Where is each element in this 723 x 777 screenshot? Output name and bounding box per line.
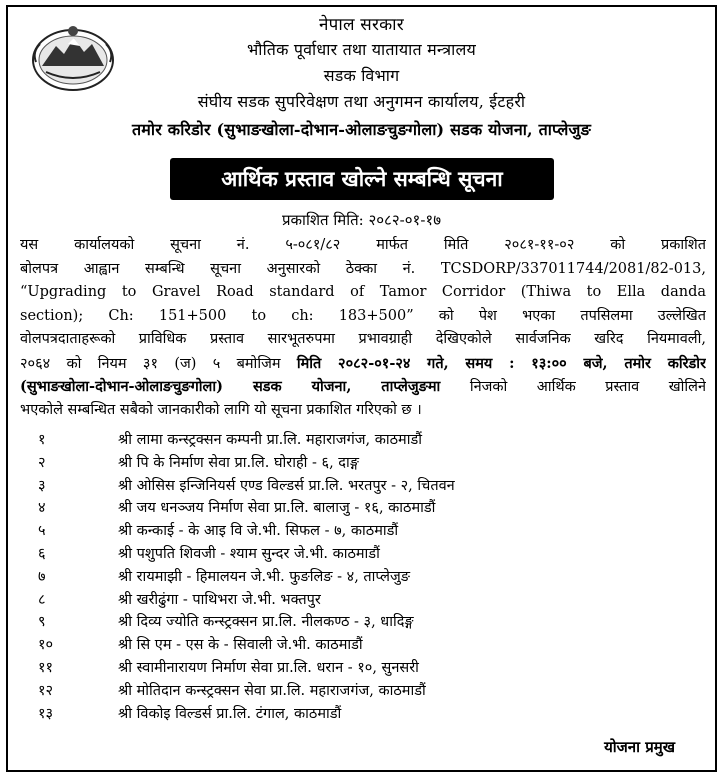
body-line: “Upgrading to Gravel Road standard of Tamor Corridor (Thiwa to Ella danda xyxy=(20,284,706,300)
bidder-name: श्री सि एम - एस के - सिवाली जे.भी. काठमाडौं xyxy=(118,637,363,654)
bidder-number: १० xyxy=(38,637,54,654)
bidder-name: श्री लामा कन्स्ट्रक्सन कम्पनी प्रा.लि. महाराजगंज, काठमाडौं xyxy=(118,432,422,448)
bidder-number: ४ xyxy=(38,500,46,517)
bidder-row xyxy=(20,634,700,657)
bidder-number: २ xyxy=(38,454,46,471)
bidder-number: ९ xyxy=(38,614,46,631)
bidder-row xyxy=(20,589,700,612)
bidder-number: १ xyxy=(38,432,46,448)
bidder-row xyxy=(20,429,700,452)
body-text: २०६४ को नियम ३१ (ज) ५ बमोजिम xyxy=(20,355,297,372)
bidder-name: श्री पि के निर्माण सेवा प्रा.लि. घोराही - ६, दाङ्ग xyxy=(118,454,359,471)
bidder-number: ११ xyxy=(38,659,54,676)
bidder-name: श्री विकोइ विल्डर्स प्रा.लि. टंगाल, काठमाडौं xyxy=(118,705,342,722)
body-line: यस कार्यालयको सूचना नं. ५-०८१/८२ मार्फत मिति २०८१-११-०२ को प्रकाशित xyxy=(20,237,706,253)
bidder-number: १३ xyxy=(38,705,54,722)
bidder-row xyxy=(20,520,700,543)
project-heading: तमोर करिडोर (सुभाङखोला-दोभान-ओलाङचुङगोला) सडक योजना, ताप्लेजुङ xyxy=(131,120,591,139)
body-line: बोलपत्र आह्वान सम्बन्धि सूचना अनुसारको ठेक्का नं. TCSDORP/337011744/2081/82-013, xyxy=(20,260,706,277)
bidder-row xyxy=(20,452,700,475)
bidder-name: श्री ओसिस इन्जिनियर्स एण्ड विल्डर्स प्रा.लि. भरतपुर - २, चितवन xyxy=(118,477,455,494)
bidder-number: ८ xyxy=(38,591,46,608)
opening-venue: (सुभाङखोला-दोभान-ओलाङचुङगोला) सडक योजना, ताप्लेजुङमा xyxy=(20,378,441,395)
bidder-row xyxy=(20,475,700,498)
bidder-row xyxy=(20,657,700,680)
body-line: वोलपत्रदाताहरूको प्राविधिक प्रस्ताव सारभूतरुपमा प्रभावग्राही देखिएकोले सार्वजनिक खरिद नियमावली, xyxy=(20,331,706,347)
notice-title-banner xyxy=(170,158,554,200)
notice-body xyxy=(20,234,706,422)
body-line xyxy=(20,375,706,399)
bidder-number: ३ xyxy=(38,477,46,494)
bidder-name: श्री कन्काई - के आइ वि जे.भी. सिफल - ७, काठमाडौं xyxy=(118,523,399,540)
bidder-number: ७ xyxy=(38,568,46,585)
bidder-name: श्री खरीढुंगा - पाथिभरा जे.भी. भक्तपुर xyxy=(118,591,321,608)
signature-title: योजना प्रमुख xyxy=(604,738,675,756)
body-line xyxy=(20,352,706,376)
bidder-row xyxy=(20,497,700,520)
bidder-row xyxy=(20,680,700,703)
bidder-name: श्री जय धनञ्जय निर्माण सेवा प्रा.लि. बालाजु - १६, काठमाडौं xyxy=(118,500,436,517)
bidder-number: १२ xyxy=(38,682,54,699)
office-heading: संघीय सडक सुपरिवेक्षण तथा अनुगमन कार्यालय, ईटहरी xyxy=(197,92,526,111)
bidder-row xyxy=(20,543,700,566)
body-text: निजको आर्थिक प्रस्ताव खोलिने xyxy=(440,379,706,395)
department-heading: सडक विभाग xyxy=(323,66,400,85)
bidder-row xyxy=(20,566,700,589)
bidder-name: श्री पशुपति शिवजी - श्याम सुन्दर जे.भी. काठमाडौं xyxy=(118,545,380,562)
bidder-list xyxy=(20,429,700,725)
bidder-name: श्री रायमाझी - हिमालयन जे.भी. फुङलिङ - ४, ताप्लेजुङ xyxy=(118,568,410,585)
published-date: प्रकाशित मिति: २०८२-०१-१७ xyxy=(282,211,441,229)
body-line: भएकोले सम्बन्धित सबैको जानकारीको लागि यो सूचना प्रकाशित गरिएको छ । xyxy=(20,401,422,418)
ministry-heading: भौतिक पूर्वाधार तथा यातायात मन्त्रालय xyxy=(247,40,476,59)
government-heading: नेपाल सरकार xyxy=(319,15,404,35)
bidder-number: ६ xyxy=(38,545,46,562)
bidder-name: श्री दिव्य ज्योति कन्स्ट्रक्सन प्रा.लि. नीलकण्ठ - ३, धादिङ्ग xyxy=(118,614,414,631)
body-line: section); Ch: 151+500 to ch: 183+500” को पेश भएका तपसिलमा उल्लेखित xyxy=(20,307,706,324)
bidder-row xyxy=(20,703,700,726)
notice-title: आर्थिक प्रस्ताव खोल्ने सम्बन्धि सूचना xyxy=(221,166,503,191)
bidder-name: श्री मोतिदान कन्स्ट्रक्सन सेवा प्रा.लि. महाराजगंज, काठमाडौं xyxy=(118,682,426,699)
bidder-row xyxy=(20,611,700,634)
opening-date-time: मिति २०८२-०१-२४ गते, समय : १३:०० बजे, तमोर करिडोर xyxy=(296,354,706,372)
bidder-number: ५ xyxy=(38,523,46,540)
bidder-name: श्री स्वामीनारायण निर्माण सेवा प्रा.लि. धरान - १०, सुनसरी xyxy=(118,659,419,676)
